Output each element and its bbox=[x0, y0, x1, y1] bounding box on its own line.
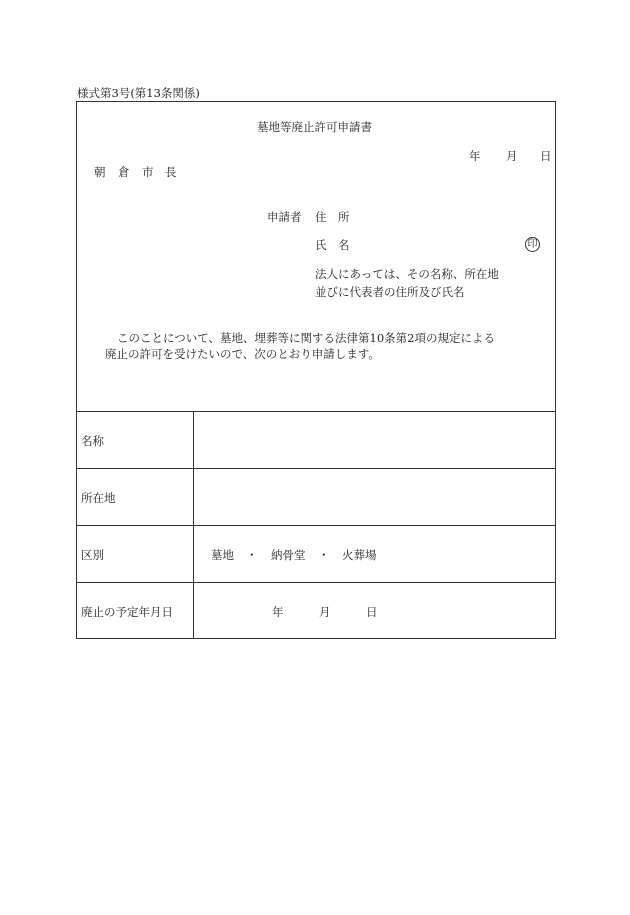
divider-row-2 bbox=[76, 525, 556, 526]
category-option-crematorium: 火葬場 bbox=[342, 548, 377, 562]
category-option-ossuary: 納骨堂 bbox=[271, 548, 306, 562]
divider-vertical bbox=[193, 411, 194, 639]
form-frame bbox=[76, 101, 556, 639]
planned-date-year: 年 bbox=[272, 605, 284, 619]
applicant-label: 申請者 bbox=[267, 210, 302, 224]
corp-note-line-1: 法人にあっては、その名称、所在地 bbox=[315, 267, 499, 281]
date-year: 年 bbox=[469, 149, 481, 163]
row-label-name: 名称 bbox=[81, 434, 104, 448]
date-day: 日 bbox=[540, 149, 552, 163]
name-label-1: 氏 bbox=[315, 238, 327, 252]
row-label-category: 区別 bbox=[81, 548, 104, 562]
addressee-char-2: 倉 bbox=[118, 165, 130, 179]
addressee-char-1: 朝 bbox=[94, 165, 106, 179]
corp-note-line-2: 並びに代表者の住所及び氏名 bbox=[315, 285, 465, 299]
form-number: 様式第3号(第13条関係) bbox=[77, 86, 200, 100]
divider-row-3 bbox=[76, 582, 556, 583]
divider-row-1 bbox=[76, 468, 556, 469]
seal-mark: 印 bbox=[525, 237, 540, 252]
row-label-location: 所在地 bbox=[81, 491, 116, 505]
category-option-cemetery: 墓地 bbox=[211, 548, 234, 562]
addressee-char-4: 長 bbox=[165, 165, 177, 179]
date-month: 月 bbox=[506, 149, 518, 163]
name-label-2: 名 bbox=[338, 238, 350, 252]
category-separator-2: ・ bbox=[318, 548, 330, 562]
body-line-1: このことについて、墓地、埋葬等に関する法律第10条第2項の規定による bbox=[117, 331, 495, 345]
address-label-1: 住 bbox=[315, 210, 327, 224]
row-label-planned-date: 廃止の予定年月日 bbox=[81, 605, 173, 619]
category-separator-1: ・ bbox=[246, 548, 258, 562]
address-label-2: 所 bbox=[338, 210, 350, 224]
body-line-2: 廃止の許可を受けたいので、次のとおり申請します。 bbox=[105, 347, 380, 361]
divider-upper bbox=[76, 411, 556, 412]
planned-date-month: 月 bbox=[319, 605, 331, 619]
addressee-char-3: 市 bbox=[142, 165, 154, 179]
form-title: 墓地等廃止許可申請書 bbox=[257, 120, 372, 134]
planned-date-day: 日 bbox=[366, 605, 378, 619]
